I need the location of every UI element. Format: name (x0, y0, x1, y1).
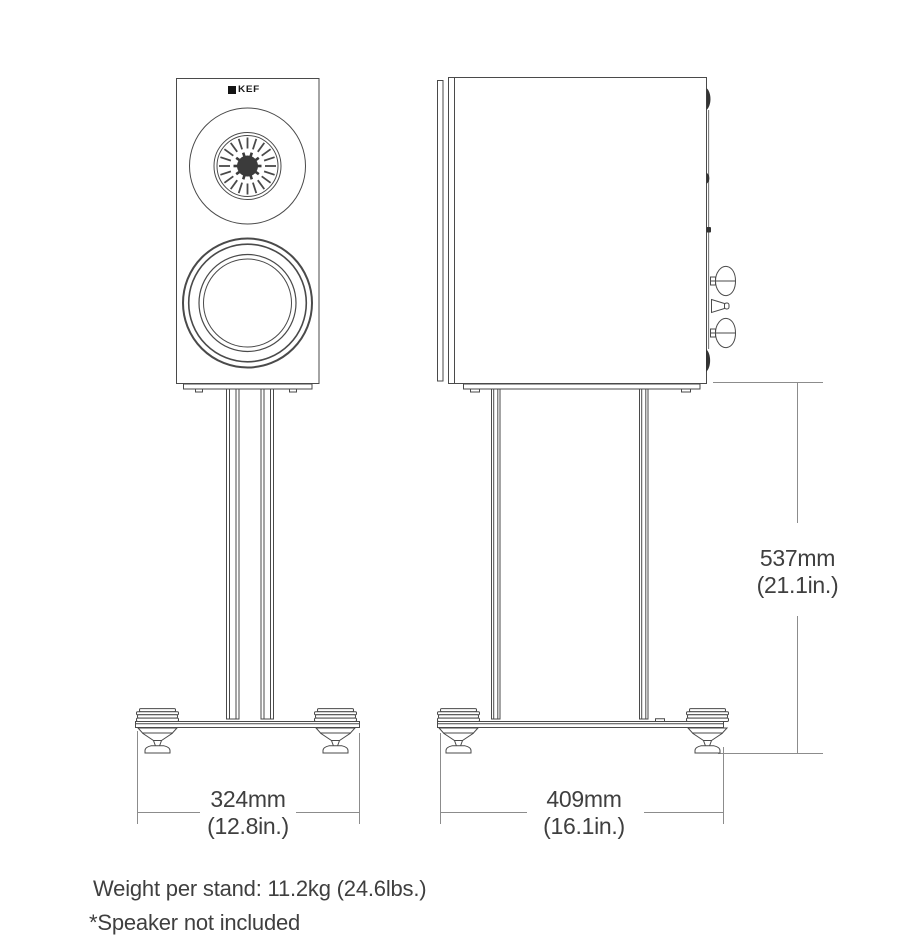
side-cabinet (455, 78, 707, 384)
weight-note: Weight per stand: 11.2kg (24.6lbs.) (93, 876, 427, 901)
front-view (177, 79, 320, 384)
stand-height-label (727, 545, 868, 599)
rear-spike (712, 300, 730, 313)
stand-foot (137, 709, 179, 753)
front-stand (136, 384, 360, 753)
side-stand-columns (492, 389, 649, 719)
kef-logo-text: KEF (238, 84, 260, 95)
side-depth-label (494, 786, 674, 840)
binding-post (711, 318, 736, 347)
rear-port-bump (707, 88, 711, 110)
binding-post (711, 266, 736, 295)
kef-logo-mark (228, 86, 236, 94)
stand-foot (438, 709, 480, 753)
speaker-not-included-note: *Speaker not included (89, 910, 301, 935)
front-width-imperial: (12.8in.) (207, 813, 289, 839)
front-cabinet (177, 79, 320, 384)
stand-foot (687, 709, 729, 753)
stand-height-metric: 537mm (759, 545, 836, 571)
side-grille-edge (438, 81, 444, 382)
front-stand-columns (227, 389, 274, 719)
side-baffle-edge (449, 78, 455, 384)
side-depth-imperial: (16.1in.) (543, 813, 625, 839)
front-width-label (158, 786, 338, 840)
front-stand-top-plate (184, 384, 313, 389)
front-width-metric: 324mm (210, 786, 286, 812)
side-stand-top-plate (464, 384, 701, 389)
stand-foot (315, 709, 357, 753)
side-stand (438, 384, 729, 753)
dimension-lines (138, 383, 824, 825)
side-stand-base-plate (438, 722, 724, 728)
side-view (438, 78, 736, 384)
side-depth-metric: 409mm (546, 786, 622, 812)
stand-height-imperial: (21.1in.) (756, 572, 839, 598)
front-stand-base-plate (136, 722, 360, 728)
kef-logo (228, 85, 260, 95)
